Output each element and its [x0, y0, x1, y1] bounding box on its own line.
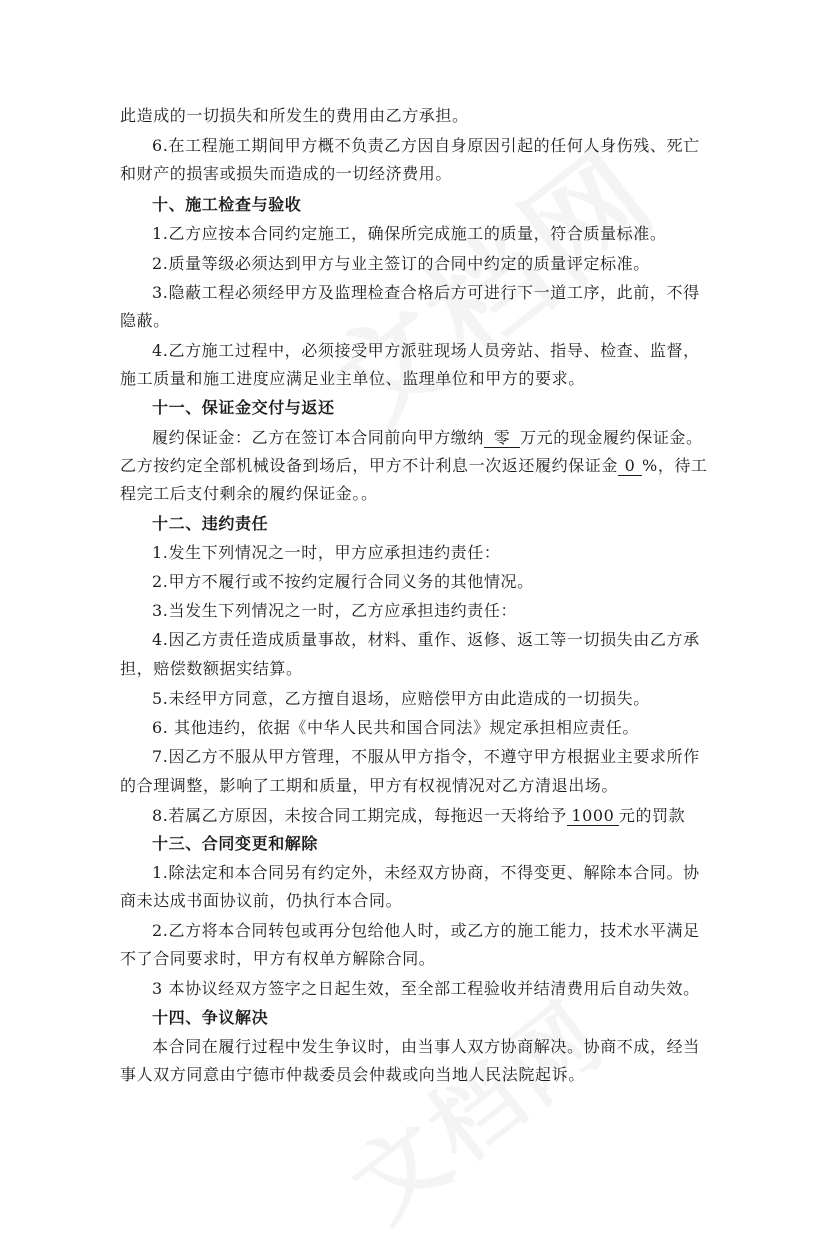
watermark — [321, 965, 628, 1245]
clause-10-3-line-1: 3.隐蔽工程必须经甲方及监理检查合格后方可进行下一道工序，此前，不得 — [152, 283, 700, 302]
clause-12-8-text: 8.若属乙方原因，未按合同工期完成，每拖迟一天将给予 — [152, 806, 567, 825]
clause-11-text: 万元的现金履约保证金。 — [520, 428, 703, 447]
fill-blank-deposit-amount: 零 — [484, 429, 520, 448]
clause-12-7-line-1: 7.因乙方不服从甲方管理，不服从甲方指令，不遵守甲方根据业主要求所作 — [152, 747, 700, 766]
clause-10-1: 1.乙方应按本合同约定施工，确保所完成施工的质量，符合质量标准。 — [152, 224, 667, 243]
clause-12-2: 2.甲方不履行或不按约定履行合同义务的其他情况。 — [152, 572, 534, 591]
section-heading-13: 十三、合同变更和解除 — [152, 834, 319, 853]
clause-12-6: 6. 其他违约，依据《中华人民共和国合同法》规定承担相应责任。 — [152, 718, 639, 737]
clause-13-1-line-2: 商未达成书面协议前，仍执行本合同。 — [120, 891, 403, 910]
clause-11-text: %，待工 — [642, 456, 708, 475]
clause-10-2: 2.质量等级必须达到甲方与业主签订的合同中约定的质量评定标准。 — [152, 254, 650, 273]
clause-10-4-line-1: 4.乙方施工过程中，必须接受甲方派驻现场人员旁站、指导、检查、监督， — [152, 341, 700, 360]
clause-12-4-line-2: 担，赔偿数额据实结算。 — [120, 659, 303, 678]
section-heading-10: 十、施工检查与验收 — [152, 195, 302, 214]
clause-13-2-line-2: 不了合同要求时，甲方有权单方解除合同。 — [120, 949, 436, 968]
clause-12-1: 1.发生下列情况之一时，甲方应承担违约责任： — [152, 543, 501, 562]
clause-14-line-1: 本合同在履行过程中发生争议时，由当事人双方协商解决。协商不成，经当 — [152, 1037, 700, 1056]
clause-14-line-2: 事人双方同意由宁德市仲裁委员会仲裁或向当地人民法院起诉。 — [120, 1065, 585, 1084]
clause-10-4-line-2: 施工质量和施工进度应满足业主单位、监理单位和甲方的要求。 — [120, 369, 585, 388]
clause-11-line-2 — [120, 456, 708, 476]
clause-13-2-line-1: 2.乙方将本合同转包或再分包给他人时，或乙方的施工能力，技术水平满足 — [152, 921, 700, 940]
clause-12-3: 3.当发生下列情况之一时，乙方应承担违约责任： — [152, 601, 518, 620]
clause-9-6-line-1: 6.在工程施工期间甲方概不负责乙方因自身原因引起的任何人身伤残、死亡 — [152, 136, 700, 155]
clause-12-4-line-1: 4.因乙方责任造成质量事故，材料、重作、返修、返工等一切损失由乙方承 — [152, 630, 700, 649]
clause-11-line-3: 程完工后支付剩余的履约保证金。。 — [120, 484, 378, 503]
section-heading-12: 十二、违约责任 — [152, 514, 269, 533]
clause-12-8 — [152, 806, 685, 826]
section-heading-11: 十一、保证金交付与返还 — [152, 398, 335, 417]
clause-9-6-line-2: 和财产的损害或损失而造成的一切经济费用。 — [120, 164, 453, 183]
clause-12-5: 5.未经甲方同意，乙方擅自退场，应赔偿甲方由此造成的一切损失。 — [152, 689, 650, 708]
clause-11-text: 履约保证金：乙方在签订本合同前向甲方缴纳 — [152, 428, 485, 447]
clause-13-3: 3 本协议经双方签字之日起生效，至全部工程验收并结清费用后自动失效。 — [152, 979, 700, 998]
fill-blank-penalty-amount: 1000 — [567, 807, 619, 826]
clause-10-3-line-2: 隐蔽。 — [120, 311, 170, 330]
clause-11-line-1 — [152, 428, 703, 448]
clause-12-7-line-2: 的合理调整，影响了工期和质量，甲方有权视情况对乙方清退出场。 — [120, 776, 619, 795]
clause-12-8-text: 元的罚款 — [618, 806, 686, 825]
clause-11-text: 乙方按约定全部机械设备到场后，甲方不计利息一次返还履约保证金 — [120, 456, 619, 475]
section-heading-14: 十四、争议解决 — [152, 1008, 269, 1027]
clause-13-1-line-1: 1.除法定和本合同另有约定外，未经双方协商，不得变更、解除本合同。协 — [152, 863, 700, 882]
paragraph-continuation: 此造成的一切损失和所发生的费用由乙方承担。 — [120, 106, 469, 125]
fill-blank-refund-percent: 0 — [618, 457, 642, 476]
